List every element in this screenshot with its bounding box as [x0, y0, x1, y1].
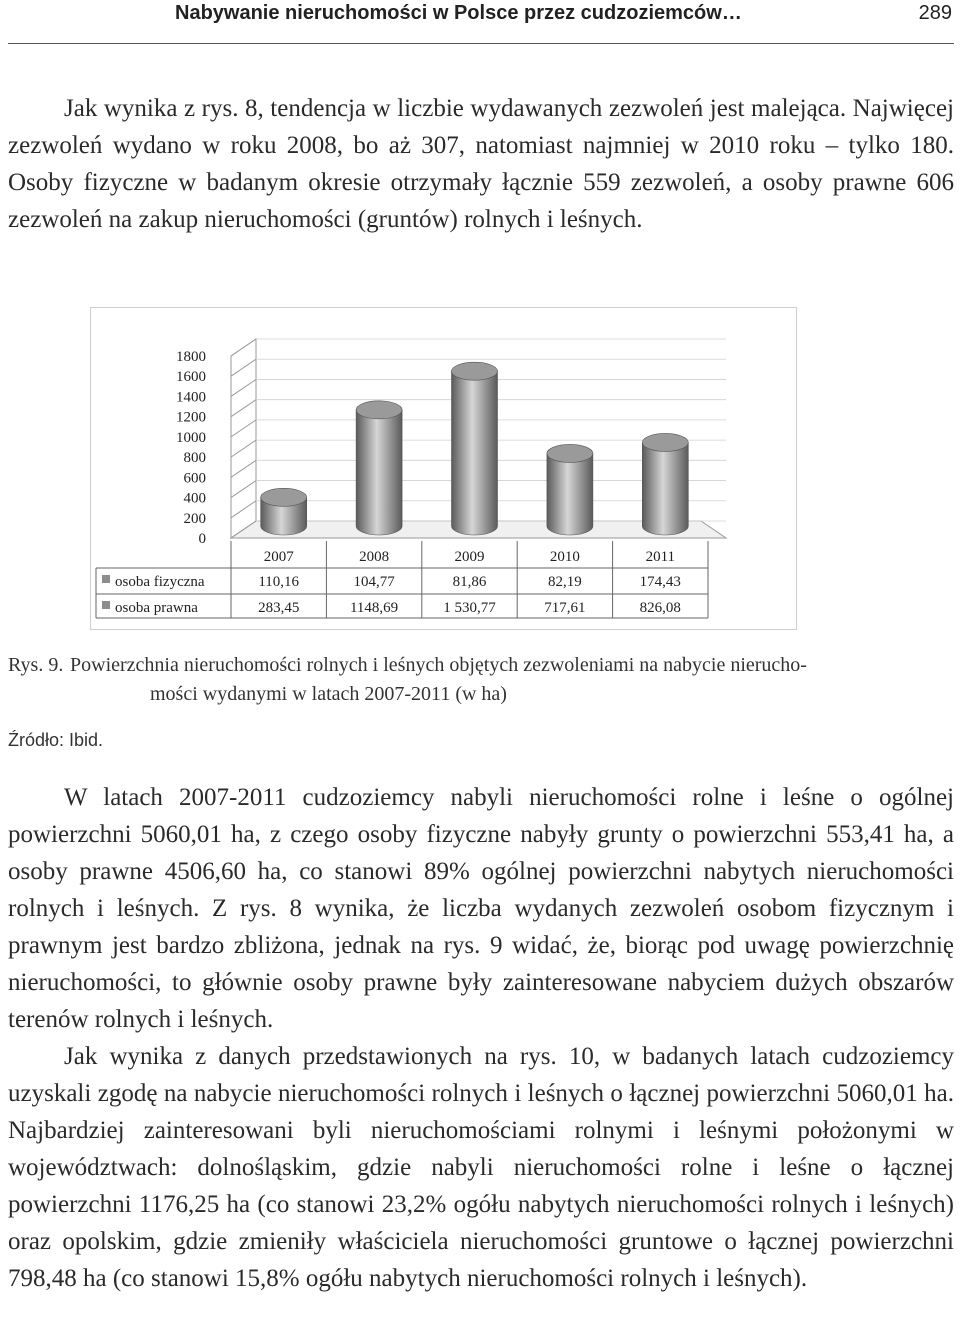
gridline-diagonal	[231, 501, 256, 518]
gridline-diagonal	[231, 481, 256, 498]
legend-label: osoba prawna	[115, 600, 198, 616]
bar-top-2007	[261, 488, 307, 506]
paragraph-1: Jak wynika z rys. 8, tendencja w liczbie wydawanych zezwoleń jest malejąca. Najwięcej zezwoleń wydano w roku 2008, bo aż 307, natomiast najmniej w 2010 roku – tylko 180. Osoby fizyczne w badanym okresie otrzymały łącznie 559 zezwoleń, a osoby prawne 606 zezwoleń na zakup nieruchomości (gruntów) rolnych i leśnych.	[8, 95, 954, 233]
header-rule	[8, 43, 954, 44]
caption-line-2: mości wydanymi w latach 2007-2011 (w ha)	[150, 683, 507, 705]
data-label: 1 530,77	[443, 600, 496, 616]
bar-top-2008	[356, 401, 402, 419]
paragraph-2: W latach 2007-2011 cudzoziemcy nabyli nieruchomości rolne i leśne o ogólnej powierzchni 5060,01 ha, z czego osoby fizyczne nabyły grunty o powierzchni 553,41 ha, a osoby prawne 4506,60 ha, co stanowi 89% ogólnej powierzchni nabytych nieruchomości rolnych i leśnych. Z rys. 8 wynika, że liczba wydanych zezwoleń osobom fizycznym i prawnym jest bardzo zbliżona, jednak na rys. 9 widać, że, biorąc pod uwagę powierzchnię nieruchomości, to głównie osoby prawne były zainteresowane nabyciem dużych obszarów terenów rolnych i leśnych.	[8, 784, 954, 1033]
y-tick-label: 1200	[176, 409, 206, 426]
gridline-diagonal	[231, 460, 256, 477]
y-tick-label: 200	[183, 510, 206, 527]
figure-label: Rys. 9.	[8, 654, 64, 676]
data-label: 81,86	[452, 574, 487, 590]
bar-2010	[547, 453, 593, 535]
y-tick-label: 600	[183, 470, 206, 487]
x-tick-label: 2009	[454, 549, 485, 565]
x-tick-label: 2010	[549, 549, 580, 565]
data-label: 82,19	[548, 574, 582, 590]
data-label: 826,08	[639, 600, 681, 616]
caption-line-1: Powierzchnia nieruchomości rolnych i leśnych objętych zezwoleniami na nabycie nierucho-	[70, 654, 807, 676]
y-tick-label: 1600	[176, 369, 206, 386]
data-label: 104,77	[353, 574, 395, 590]
x-tick-label: 2007	[263, 549, 294, 565]
data-label: 717,61	[544, 600, 586, 616]
y-tick-label: 1000	[176, 429, 206, 446]
y-tick-label: 400	[183, 490, 206, 507]
bar-top-2009	[452, 362, 498, 380]
x-tick-label: 2011	[645, 549, 676, 565]
data-label: 174,43	[639, 574, 681, 590]
y-tick-label: 1800	[176, 349, 206, 365]
data-label: 1148,69	[349, 600, 399, 616]
bar-2009	[452, 371, 498, 535]
gridline-diagonal	[231, 339, 256, 356]
bar-chart	[91, 308, 796, 629]
x-tick-label: 2008	[359, 549, 390, 565]
gridline-diagonal	[231, 400, 256, 417]
gridline-diagonal	[231, 379, 256, 396]
legend-swatch	[102, 575, 110, 583]
figure-caption-text	[70, 651, 958, 709]
gridline-diagonal	[231, 359, 256, 376]
chart-frame	[90, 307, 797, 630]
legend-label: osoba fizyczna	[115, 574, 205, 590]
figure-source: Źródło: Ibid.	[8, 730, 104, 750]
page-header	[0, 0, 960, 44]
running-title: Nabywanie nieruchomości w Polsce przez cudzoziemców…	[175, 2, 742, 24]
paragraph-3: Jak wynika z danych przedstawionych na rys. 10, w badanych latach cudzoziemcy uzyskali zgodę na nabycie nieruchomości rolnych i leśnych o łącznej powierzchni 5060,01 ha. Najbardziej zainteresowani byli nieruchomościami rolnymi i leśnymi położonymi w województwach: dolnośląskim, gdzie nabyli nieruchomości rolne i leśne o łącznej powierzchni 1176,25 ha (co stanowi 23,2% ogółu nabytych nieruchomości rolnych i leśnych) oraz opolskim, gdzie zmieniły właściciela nieruchomości gruntowe o łącznej powierzchni 798,48 ha (co stanowi 15,8% ogółu nabytych nieruchomości rolnych i leśnych).	[8, 1043, 954, 1292]
gridline-diagonal	[231, 420, 256, 437]
bar-2008	[356, 410, 402, 535]
legend-swatch	[102, 601, 110, 609]
bar-2011	[642, 442, 688, 535]
chart-side-wall	[231, 339, 256, 538]
bar-top-2011	[642, 433, 688, 451]
y-tick-label: 0	[198, 531, 206, 547]
page-number: 289	[918, 2, 952, 24]
data-label: 283,45	[258, 600, 300, 616]
bar-top-2010	[547, 444, 593, 462]
y-tick-label: 1400	[176, 389, 206, 406]
y-tick-label: 800	[183, 450, 206, 467]
data-label: 110,16	[258, 574, 300, 590]
gridline-diagonal	[231, 440, 256, 457]
